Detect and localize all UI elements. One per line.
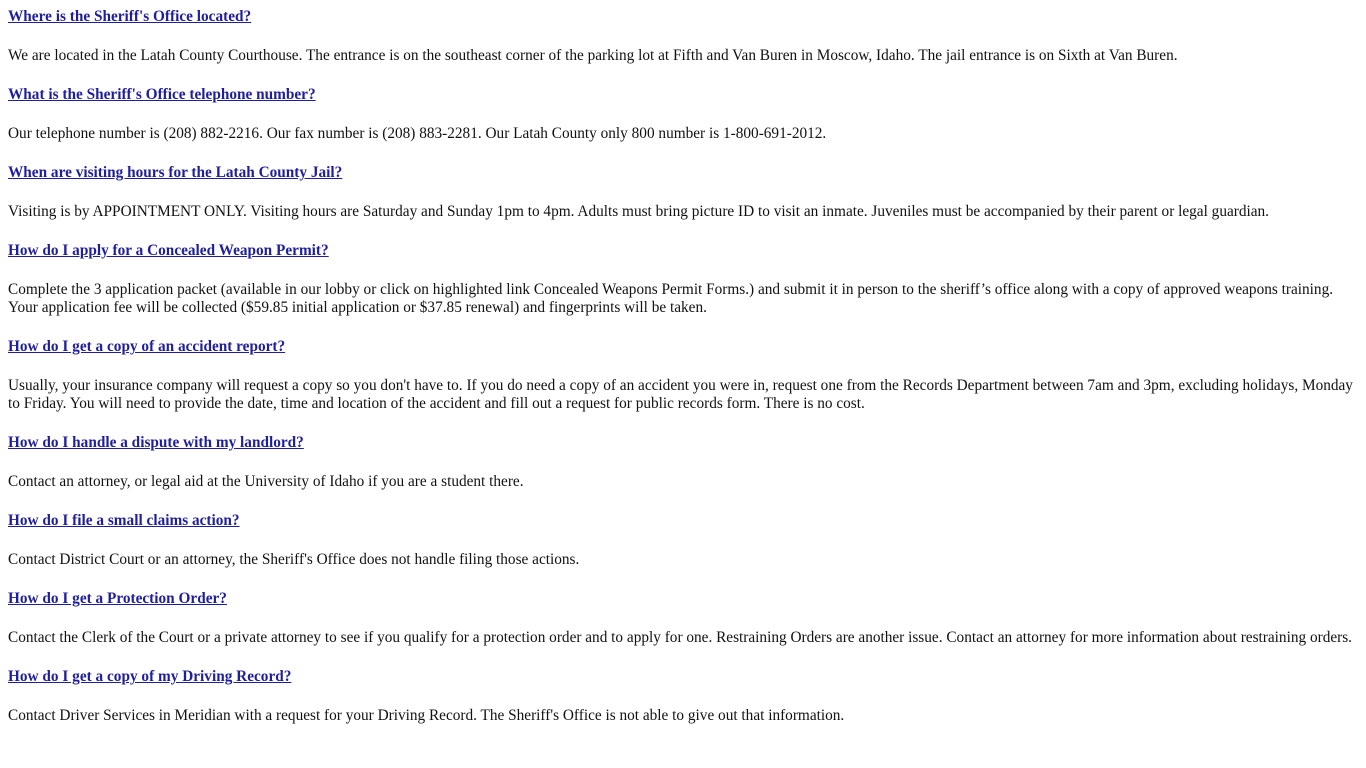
faq-question	[8, 512, 1358, 530]
faq-item-concealed-weapon	[8, 242, 1358, 317]
faq-question	[8, 668, 1358, 686]
question-link-office-location[interactable]: Where is the Sheriff's Office located?	[8, 8, 252, 25]
faq-answer: We are located in the Latah County Courthouse. The entrance is on the southeast corner of the parking lot at Fifth and Van Buren in Moscow, Idaho. The jail entrance is on Sixth at Van Buren.	[8, 47, 1178, 64]
faq-answer: Complete the 3 application packet (available in our lobby or click on highlighted link Concealed Weapons Permit Forms.) and submit it in person to the sheriff’s office along with a copy of approved weapons training. Your application fee will be collected ($59.85 initial application or $37.85 renewal) and fingerprints will be taken.	[8, 281, 1334, 316]
faq-item-landlord-dispute	[8, 434, 1358, 491]
question-link-accident-report[interactable]: How do I get a copy of an accident report?	[8, 338, 286, 355]
faq-answer: Our telephone number is (208) 882-2216. Our fax number is (208) 883-2281. Our Latah County only 800 number is 1-800-691-2012.	[8, 125, 827, 142]
faq-answer: Contact Driver Services in Meridian with a request for your Driving Record. The Sheriff's Office is not able to give out that information.	[8, 707, 845, 724]
faq-question	[8, 434, 1358, 452]
question-link-telephone[interactable]: What is the Sheriff's Office telephone number?	[8, 86, 316, 103]
faq-item-telephone	[8, 86, 1358, 143]
faq-answer: Visiting is by APPOINTMENT ONLY. Visiting hours are Saturday and Sunday 1pm to 4pm. Adults must bring picture ID to visit an inmate. Juveniles must be accompanied by their parent or legal guardian.	[8, 203, 1270, 220]
faq-answer: Contact District Court or an attorney, the Sheriff's Office does not handle filing those actions.	[8, 551, 580, 568]
faq-question	[8, 8, 1358, 26]
faq-question	[8, 242, 1358, 260]
question-link-visiting-hours[interactable]: When are visiting hours for the Latah County Jail?	[8, 164, 343, 181]
faq-question	[8, 590, 1358, 608]
faq-question	[8, 164, 1358, 182]
question-link-driving-record[interactable]: How do I get a copy of my Driving Record?	[8, 668, 292, 685]
question-link-protection-order[interactable]: How do I get a Protection Order?	[8, 590, 227, 607]
question-link-concealed-weapon[interactable]: How do I apply for a Concealed Weapon Permit?	[8, 242, 329, 259]
faq-question	[8, 338, 1358, 356]
faq-item-small-claims	[8, 512, 1358, 569]
faq-item-office-location	[8, 8, 1358, 65]
faq-question	[8, 86, 1358, 104]
faq-item-driving-record	[8, 668, 1358, 725]
faq-answer: Contact the Clerk of the Court or a private attorney to see if you qualify for a protection order and to apply for one. Restraining Orders are another issue. Contact an attorney for more information about restraining orders.	[8, 629, 1353, 646]
faq-item-protection-order	[8, 590, 1358, 647]
faq-item-visiting-hours	[8, 164, 1358, 221]
faq-answer: Contact an attorney, or legal aid at the University of Idaho if you are a student there.	[8, 473, 524, 490]
question-link-small-claims[interactable]: How do I file a small claims action?	[8, 512, 240, 529]
faq-item-accident-report	[8, 338, 1358, 413]
faq-answer: Usually, your insurance company will request a copy so you don't have to. If you do need a copy of an accident you were in, request one from the Records Department between 7am and 3pm, excluding holidays, Monday to Friday. You will need to provide the date, time and location of the accident and fill out a request for public records form. There is no cost.	[8, 377, 1353, 412]
question-link-landlord-dispute[interactable]: How do I handle a dispute with my landlord?	[8, 434, 304, 451]
